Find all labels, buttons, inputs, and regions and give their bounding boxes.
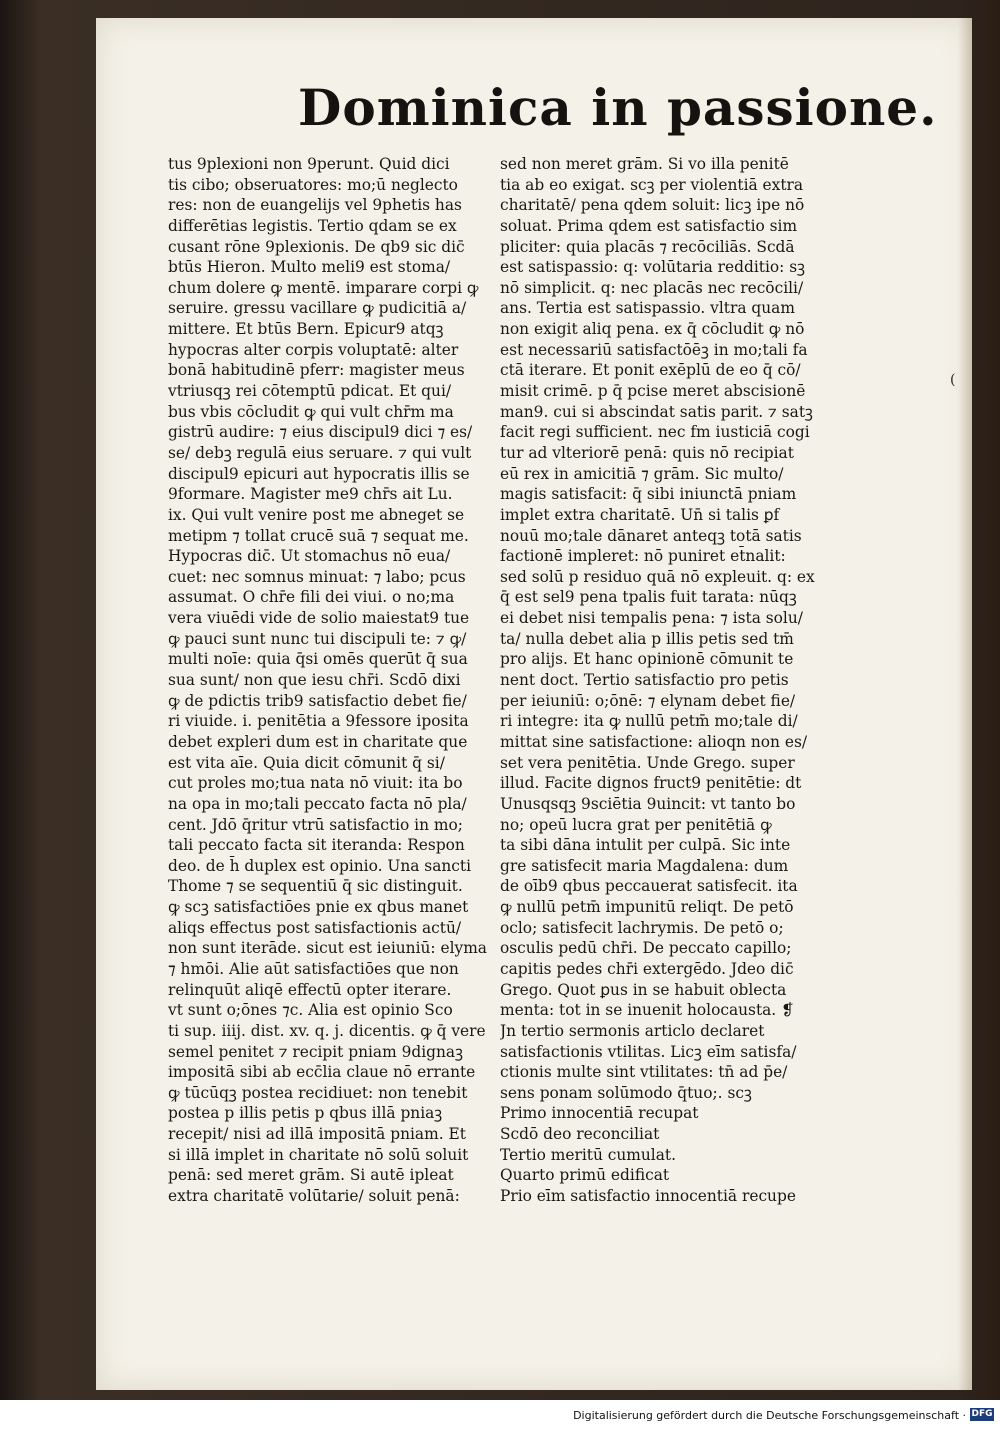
left-column-line: deo. de h̄ duplex est opinio. Una sancti (168, 856, 472, 875)
left-column-line: Thome ⁊ se sequentiū q̄ sic distinguit. (168, 877, 463, 896)
left-column-line: vt sunt o;ōnes ⁊c. Alia est opinio Sco (168, 1001, 453, 1020)
right-column-line: misit crimē. p q̄ pcise meret abscisionē (500, 382, 806, 401)
right-column-line: non exigit aliq pena. ex q̄ cōcludit ꝙ nō (500, 320, 805, 339)
right-column-line: facit regi sufficient. nec fm iusticiā cogi (500, 423, 810, 442)
right-column-line: est necessariū satisfactōēꝫ in mo;tali fa (500, 340, 808, 359)
left-column-line: bus vbis cōcludit ꝙ qui vult chr̄m ma (168, 402, 454, 421)
left-column-line: tali peccato facta sit iteranda: Respon (168, 836, 465, 855)
left-column-line: tus 9plexioni non 9perunt. Quid dici (168, 155, 450, 173)
left-column-line: non sunt iterāde. sicut est ieiuniū: elyma (168, 939, 487, 958)
left-column-line: ix. Qui vult venire post me abneget se (168, 505, 465, 524)
right-column-line: Scdō deo reconciliat (500, 1125, 660, 1144)
left-column-line: debet expleri dum est in charitate que (168, 732, 468, 751)
right-column-line: pro alijs. Et hanc opinionē cōmunit te (500, 650, 794, 669)
right-column-line: ta sibi dāna intulit per culpā. Sic inte (500, 836, 791, 855)
right-column-line: sens ponam solūmodo q̄tuo;. scꝫ (500, 1083, 752, 1102)
left-column-line: cent. Jdō q̄ritur vtrū satisfactio in mo; (168, 815, 463, 834)
right-column-line: charitatē/ pena qdem soluit: licꝫ ipe nō (500, 196, 805, 215)
page-heading: Dominica in passione. (298, 78, 938, 137)
left-column-line: multi noīe: quia q̄si omēs querūt q̄ sua (168, 650, 468, 669)
right-column-line: ri integre: ita ꝙ nullū petm̄ mo;tale di/ (500, 712, 798, 731)
left-column-line: cuet: nec somnus minuat: ⁊ labo; pcus (168, 567, 466, 586)
right-column-line: ta/ nulla debet alia p illis petis sed tm̄ (500, 629, 794, 648)
right-column-line: Quarto primū edificat (500, 1166, 670, 1185)
right-column-line: ctionis multe sint vtilitates: tn̄ ad p̄e/ (500, 1063, 788, 1082)
right-column-line: eū rex in amicitiā ⁊ grām. Sic multo/ (500, 464, 784, 483)
right-column-line: sed solū p residuo quā nō expleuit. q: ex (500, 567, 815, 586)
left-column-line: btūs Hieron. Multo meli9 est stoma/ (168, 258, 451, 277)
left-column-line: metipm ⁊ tollat crucē suā ⁊ sequat me. (168, 526, 469, 545)
left-column-line: assumat. O chr̄e fili dei viui. o no;ma (168, 588, 455, 607)
right-column-line: Grego. Quot ꝑus in se habuit oblecta (500, 980, 787, 999)
left-column-line: bonā habitudinē pferr: magister meus (168, 361, 465, 380)
right-column-line: tia ab eo exigat. scꝫ per violentiā extra (500, 175, 804, 194)
left-column-line: ⁊ hmōi. Alie aūt satisfactiōes que non (168, 959, 459, 978)
left-column-line: vera viuēdi vide de solio maiestat9 tue (168, 609, 470, 628)
left-column-line: Hypocras dic̄. Ut stomachus nō eua/ (168, 547, 451, 566)
right-column-line: man9. cui si abscindat satis parit. ⁊ satꝫ (500, 402, 813, 421)
left-column-line: ꝙ pauci sunt nunc tui discipuli te: ⁊ ꝙ/ (168, 629, 467, 648)
left-column-line: discipul9 epicuri aut hypocratis illis se (168, 464, 470, 483)
right-column-line: q̄ est sel9 pena tpalis fuit tarata: nūqꝫ (500, 588, 797, 607)
left-column-line: mittere. Et btūs Bern. Epicur9 atqꝫ (168, 320, 444, 339)
right-text-column (500, 154, 875, 1207)
right-column-line: de oīb9 qbus peccauerat satisfecit. ita (500, 877, 798, 896)
right-column-line: Primo innocentiā recupat (500, 1104, 699, 1123)
left-column-line: semel penitet ⁊ recipit pniam 9dignaꝫ (168, 1042, 463, 1061)
left-column-line: ri viuide. i. penitētia a 9fessore iposita (168, 712, 469, 731)
right-column-line: mittat sine satisfactione: alioqn non es/ (500, 732, 808, 751)
left-column-line: 9formare. Magister me9 chr̄s ait Lu. (168, 485, 453, 504)
left-column-line: ti sup. iiij. dist. xv. q. j. dicentis. ꝙ q̄ vere (168, 1021, 486, 1040)
right-column-line: sed non meret grām. Si vo illa penitē (500, 155, 789, 173)
left-column-line: est vita aīe. Quia dicit cōmunit q̄ si/ (168, 753, 445, 772)
footer-bar (0, 1400, 1000, 1430)
right-column-line: ꝙ nullū petm̄ impunitū reliqt. De petō (500, 898, 794, 917)
left-column-line: vtriusqꝫ rei cōtemptū pdicat. Et qui/ (168, 382, 452, 401)
dfg-logo: DFG (971, 1409, 993, 1419)
right-column-line: menta: tot in se inuenit holocausta. ❡ (500, 1001, 794, 1020)
right-column-line: Tertio meritū cumulat. (500, 1145, 676, 1164)
left-column-line: cut proles mo;tua nata nō viuit: ita bo (168, 774, 463, 793)
left-column-line: si illā implet in charitate nō solū soluit (168, 1145, 469, 1164)
left-column-line: aliqs effectus post satisfactionis actū/ (168, 918, 462, 937)
right-column-line: osculis pedū chr̄i. De peccato capillo; (500, 939, 792, 958)
right-column-line: gre satisfecit maria Magdalena: dum (500, 856, 789, 875)
right-column-line: factionē impleret: nō puniret et̄nalit: (500, 547, 786, 566)
right-column-line: Unusqsqꝫ 9sciētia 9uincit: vt tanto bo (500, 794, 796, 813)
left-column-line: hypocras alter corpis voluptatē: alter (168, 340, 459, 359)
left-column-line: res: non de euangelijs vel 9phetis has (168, 196, 462, 215)
right-column-line: ans. Tertia est satispassio. vltra quam (500, 299, 795, 318)
left-column-line: na opa in mo;tali peccato facta nō pla/ (168, 794, 467, 813)
right-column-line: satisfactionis vtilitas. Licꝫ eīm satisfa/ (500, 1042, 797, 1061)
right-column-line: magis satisfacit: q̄ sibi iniunctā pniam (500, 485, 797, 504)
right-column-line: Prio eīm satisfactio innocentiā recupe (500, 1187, 796, 1206)
left-column-line: gistrū audire: ⁊ eius discipul9 dici ⁊ es/ (168, 423, 473, 442)
right-column-line: ei debet nisi tempalis pena: ⁊ ista solu/ (500, 609, 803, 628)
right-column-line: illud. Facite dignos fruct9 penitētie: dt (500, 774, 802, 793)
left-column-line: penā: sed meret grām. Si autē ipleat (168, 1166, 454, 1185)
right-column-line: pliciter: quia placās ⁊ recōciliās. Scdā (500, 237, 795, 256)
right-column-line: set vera penitētia. Unde Grego. super (500, 753, 795, 772)
left-column-line: ꝙ scꝫ satisfactiōes pnie ex qbus manet (168, 898, 469, 917)
left-column-line: differētias legistis. Tertio qdam se ex (168, 216, 457, 235)
right-column-line: nō simplicit. q: nec placās nec recōcili/ (500, 278, 804, 297)
funding-credit: Digitalisierung gefördert durch die Deutsche Forschungsgemeinschaft · (573, 1409, 966, 1422)
left-column-line: chum dolere ꝙ mentē. imparare corpi ꝙ (168, 278, 479, 297)
right-column-line: ctā iterare. Et ponit exēplū de eo q̄ cō/ (500, 361, 801, 380)
right-column-line: tur ad vlteriorē penā: quis nō recipiat (500, 443, 794, 462)
right-column-line: soluat. Prima qdem est satisfactio sim (500, 216, 798, 235)
left-column-line: seruire. gressu vacillare ꝙ pudicitiā a/ (168, 299, 467, 318)
left-column-line: se/ debꝫ regulā eius seruare. ⁊ qui vult (168, 443, 472, 462)
right-column-line: capitis pedes chr̄i extergēdo. Jdeo dic̄ (500, 959, 794, 978)
left-column-line: recepit/ nisi ad illā impositā pniam. Et (168, 1125, 466, 1144)
left-column-line: postea p illis petis p qbus illā pniaꝫ (168, 1104, 443, 1123)
left-column-line: tis cibo; obseruatores: mo;ū neglecto (168, 175, 458, 194)
right-column-line: oclo; satisfecit lachrymis. De petō o; (500, 918, 784, 937)
left-column-line: cusant rōne 9plexionis. De qb9 sic dic̄ (168, 237, 465, 256)
left-column-line: ꝙ tūcūqꝫ postea recidiuet: non tenebit (168, 1083, 468, 1102)
left-column-line: ꝙ de pdictis trib9 satisfactio debet fie/ (168, 691, 467, 710)
right-column-line: per ieiuniū: o;ōnē: ⁊ elynam debet fie/ (500, 691, 796, 710)
right-column-line: Jn tertio sermonis articlo declaret (500, 1021, 765, 1040)
left-column-line: sua sunt/ non que iesu chr̄i. Scdō dixi (168, 671, 461, 690)
left-column-line: extra charitatē volūtarie/ soluit penā: (168, 1187, 460, 1206)
right-column-line: nent doct. Tertio satisfactio pro petis (500, 671, 789, 690)
left-column-line: impositā sibi ab ecc̄lia claue nō errante (168, 1063, 476, 1082)
right-column-line: no; opeū lucra grat per penitētiā ꝙ (500, 815, 772, 834)
right-column-line: est satispassio: q: volūtaria redditio: sꝫ (500, 258, 805, 277)
right-column-line: implet extra charitatē. Un̄ si talis ꝑf (500, 505, 780, 524)
left-column-line: relinquūt aliqē effectū opter iterare. (168, 980, 452, 999)
margin-mark: ( (950, 372, 956, 388)
right-column-line: nouū mo;tale dānaret anteqꝫ totā satis (500, 526, 802, 545)
